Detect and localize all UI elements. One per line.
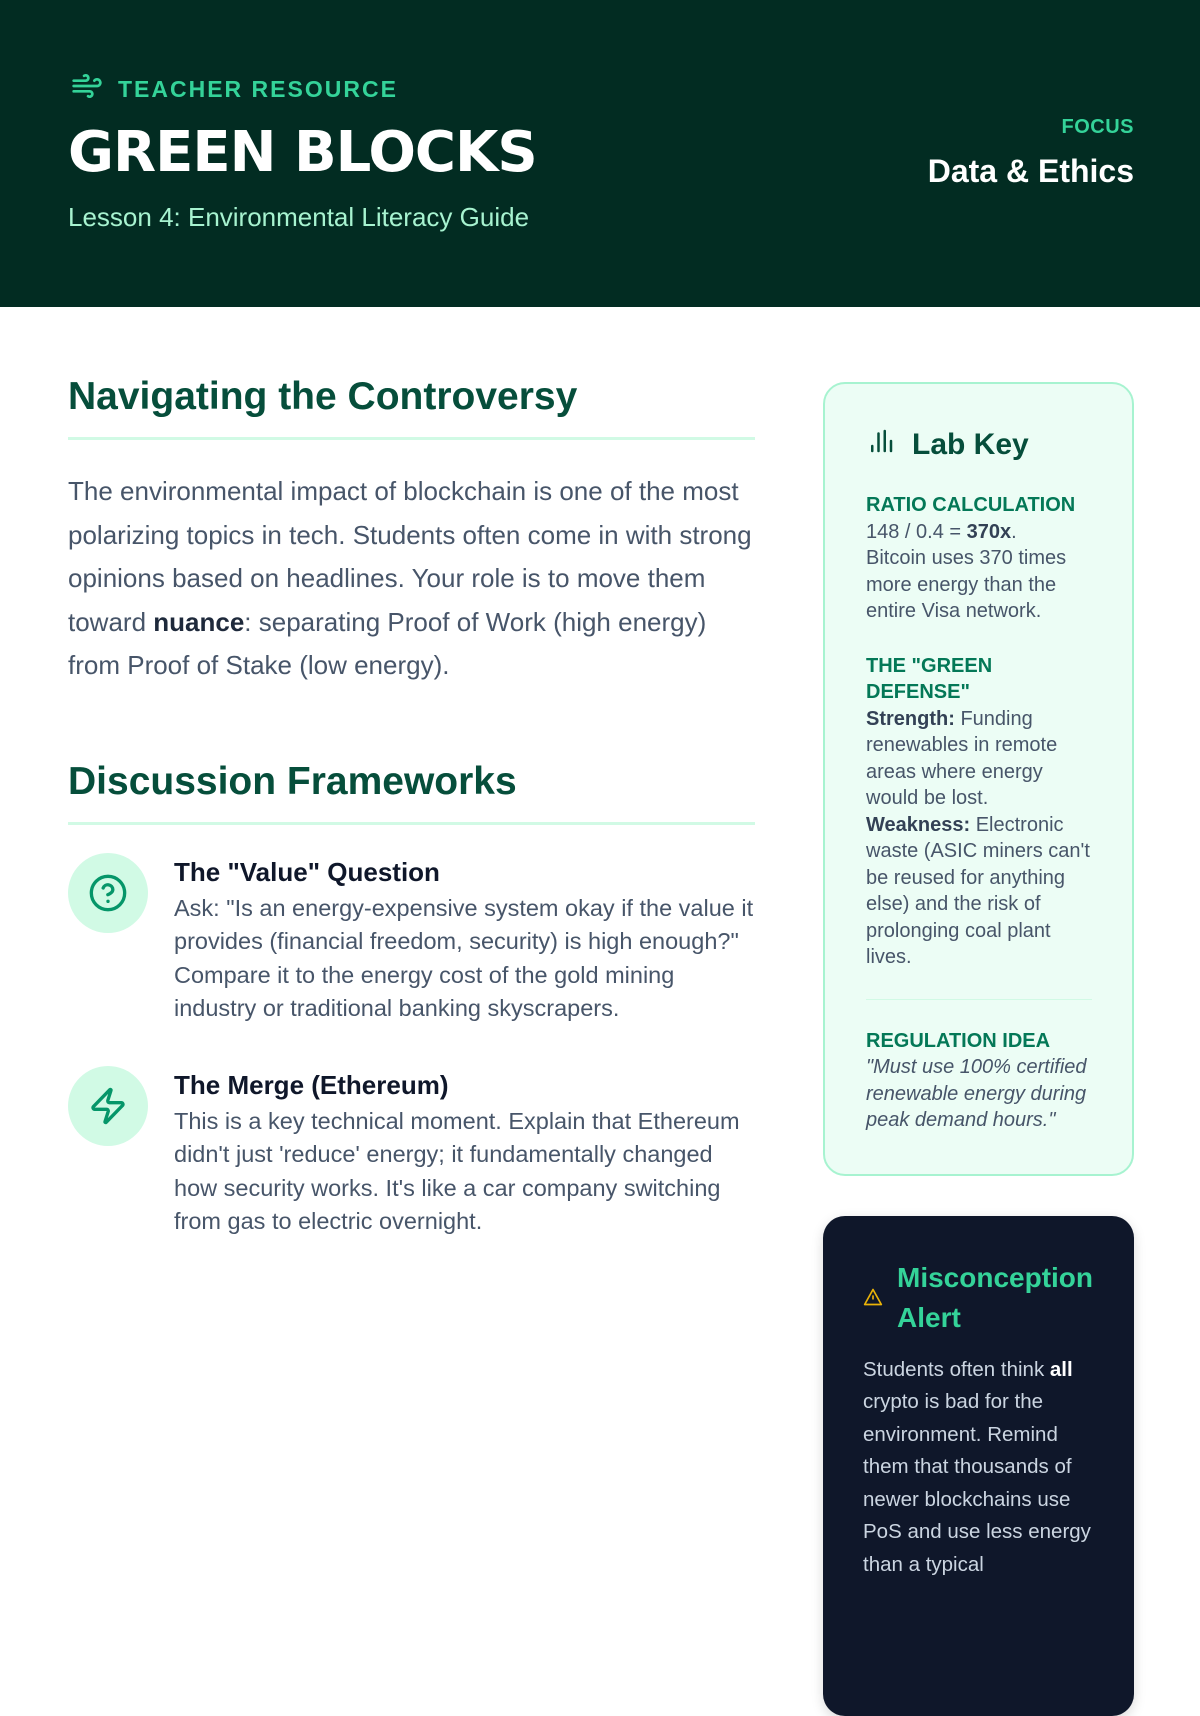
regulation-heading: REGULATION IDEA	[866, 1029, 1051, 1052]
alert-title-text: Misconception Alert	[897, 1261, 1094, 1333]
text: Funding renewables in remote areas where energy would be lost.	[866, 707, 1058, 809]
ratio-result: 370x	[966, 520, 1012, 543]
formula: 148 / 0.4 =	[866, 520, 967, 543]
eyebrow-label: TEACHER RESOURCE	[118, 75, 398, 102]
alert-body	[863, 1354, 1094, 1582]
lightning-icon	[68, 1066, 148, 1146]
focus-block	[928, 116, 1134, 190]
lab-key-label: Lab Key	[912, 428, 1029, 461]
ratio-heading: RATIO CALCULATION	[866, 494, 1076, 516]
alert-title	[863, 1258, 1094, 1338]
eyebrow	[68, 70, 1132, 108]
framework-item	[68, 853, 755, 1026]
main-content	[0, 307, 1200, 1716]
lab-key-card	[823, 382, 1134, 1176]
wind-icon	[68, 70, 106, 108]
text: .	[1011, 520, 1017, 543]
defense-heading: THE "GREEN DEFENSE"	[866, 654, 993, 703]
focus-value: Data & Ethics	[927, 153, 1134, 189]
sidebar	[823, 375, 1134, 1716]
framework-body: This is a key technical moment. Explain that Ethereum didn't just 'reduce' energy; it fundamentally changed how security works. It's like a car company switching from gas to electric overnight.	[174, 1107, 740, 1234]
misconception-alert	[823, 1216, 1134, 1716]
strength-label: Strength:	[866, 707, 955, 730]
text: crypto is bad for the environment. Remind them that thousands of newer blockchains use PoS and use less energy than a typical	[863, 1390, 1091, 1576]
emphasis: all	[1049, 1357, 1073, 1381]
controversy-text	[68, 470, 755, 688]
divider	[866, 999, 1092, 1000]
left-column	[68, 375, 755, 1716]
framework-item	[68, 1066, 755, 1239]
defense-text	[866, 706, 1092, 971]
text: : separating Proof of Work (high energy) from Proof of Stake (low energy).	[68, 606, 707, 680]
ratio-text	[866, 519, 1092, 625]
framework-title: The Merge (Ethereum)	[174, 1069, 449, 1100]
framework-body: Ask: "Is an energy-expensive system okay if the value it provides (financial freedom, security) is high enough?" Compare it to the energy cost of the gold mining industry or traditional banking skyscrapers.	[174, 894, 754, 1021]
framework-title: The "Value" Question	[174, 856, 440, 887]
page-title: GREEN BLOCKS	[68, 120, 537, 185]
weakness-label: Weakness:	[866, 813, 971, 836]
text: Electronic waste (ASIC miners can't be reused for anything else) and the risk of prolonging coal plant lives.	[866, 813, 1090, 968]
text: Bitcoin uses 370 times more energy than the entire Visa network.	[866, 547, 1067, 622]
controversy-heading: Navigating the Controversy	[68, 375, 755, 440]
page-header	[0, 0, 1200, 307]
regulation-text: "Must use 100% certified renewable energy during peak demand hours."	[866, 1056, 1087, 1131]
page-subtitle: Lesson 4: Environmental Literacy Guide	[68, 201, 530, 232]
question-icon	[68, 853, 148, 933]
emphasis: nuance	[153, 606, 245, 637]
text: The environmental impact of blockchain is one of the most polarizing topics in tech. Students often come in with strong opinions based on headlines. Your role is to move them toward	[68, 476, 752, 637]
frameworks-heading: Discussion Frameworks	[68, 760, 755, 825]
warning-icon	[863, 1278, 883, 1318]
focus-label: FOCUS	[1061, 116, 1134, 138]
text: Students often think	[863, 1357, 1050, 1381]
bar-chart-icon	[866, 426, 896, 464]
lab-key-title	[866, 426, 1092, 464]
